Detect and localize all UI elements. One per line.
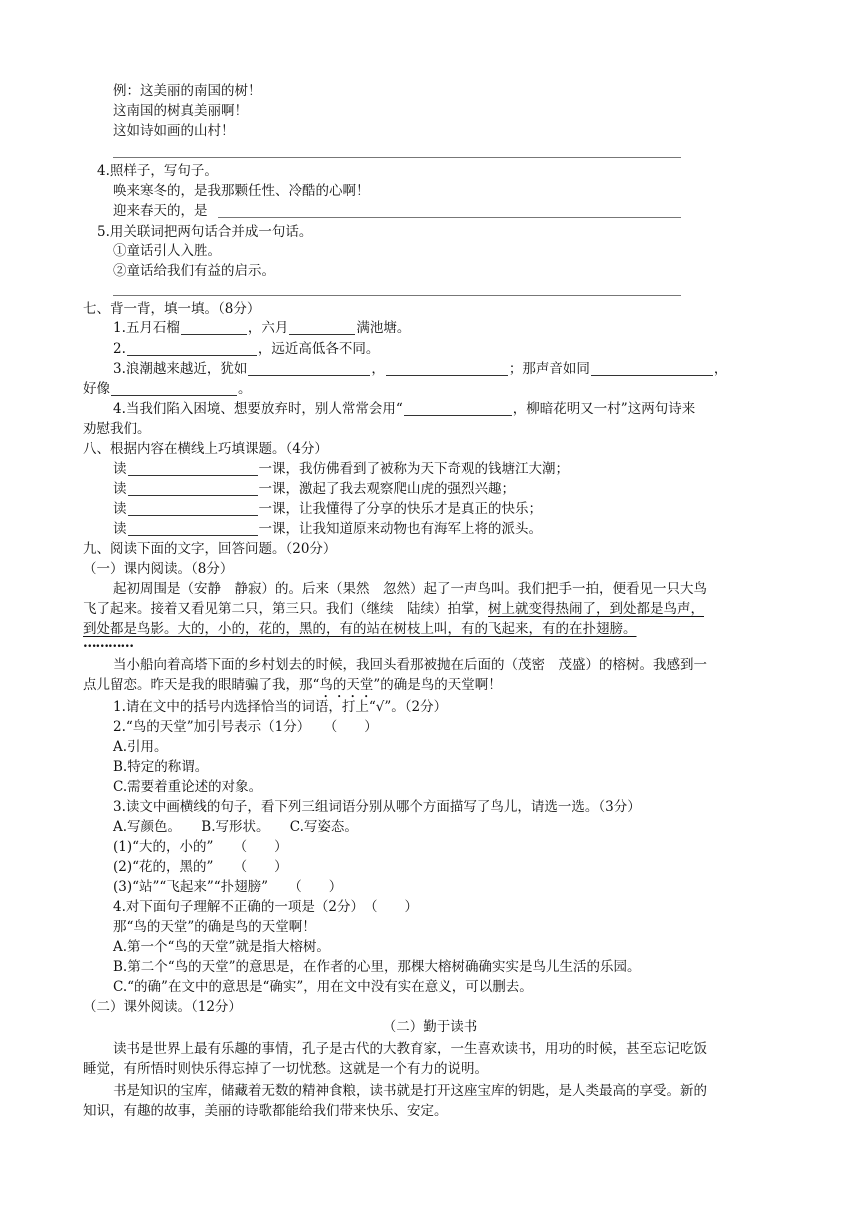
text: ，柳暗花明又一村”这两句诗来 bbox=[512, 401, 696, 417]
question-3-item: (1)“大的，小的” （ ） bbox=[113, 839, 288, 855]
passage-1-line: 起初周围是（安静 静寂）的。后来（果然 忽然）起了一声鸟叫。我们把手一拍，便看见一只大鸟 bbox=[113, 581, 707, 597]
text: 读 bbox=[113, 501, 127, 517]
text: 。 bbox=[238, 381, 252, 397]
option-a: A.第一个“鸟的天堂”就是指大榕树。 bbox=[113, 939, 330, 955]
section-9-title: 九、阅读下面的文字，回答问题。（20分） bbox=[83, 541, 337, 557]
text: 一课，让我懂得了分享的快乐才是真正的快乐； bbox=[258, 501, 542, 517]
q5-sentence-2: ②童话给我们有益的启示。 bbox=[113, 263, 275, 279]
text: 2. bbox=[113, 341, 126, 357]
blank[interactable] bbox=[181, 320, 247, 335]
option-b: B.特定的称谓。 bbox=[113, 759, 209, 775]
text: 满池塘。 bbox=[356, 320, 411, 336]
question-3: 3.读文中画横线的句子，看下列三组词语分别从哪个方面描写了鸟儿，请选一选。（3分） bbox=[113, 799, 641, 815]
q4-prompt: 迎来春天的，是 bbox=[113, 203, 208, 219]
part-1-title: （一）课内阅读。（8分） bbox=[83, 561, 234, 577]
option-b: B.第二个“鸟的天堂”的意思是，在作者的心里，那棵大榕树确确实实是鸟儿生活的乐园。 bbox=[113, 959, 641, 975]
s7-line-1 bbox=[113, 318, 410, 338]
text: 一课，让我知道原来动物也有海军上将的派头。 bbox=[258, 521, 542, 537]
passage-line: 读书是世界上最有乐趣的事情，孔子是古代的大教育家，一生喜欢读书，用功的时候，甚至忘记吃饭 bbox=[113, 1041, 707, 1057]
blank[interactable] bbox=[127, 341, 257, 356]
question-4: 4.对下面句子理解不正确的一项是（2分） （ ） bbox=[113, 899, 418, 915]
blank[interactable] bbox=[128, 521, 258, 536]
text: 一课，激起了我去观察爬山虎的强烈兴趣； bbox=[258, 481, 515, 497]
question-2: 2.“鸟的天堂”加引号表示（1分） （ ） bbox=[113, 719, 378, 735]
q4-title: 4.照样子，写句子。 bbox=[97, 163, 218, 179]
blank[interactable] bbox=[128, 481, 258, 496]
text: 4.当我们陷入困境、想要放弃时，别人常常会用“ bbox=[113, 401, 403, 417]
q5-title: 5.用关联词把两句话合并成一句话。 bbox=[97, 224, 313, 240]
text: ， bbox=[713, 361, 728, 377]
text: 一课，我仿佛看到了被称为天下奇观的钱塘江大潮； bbox=[258, 461, 569, 477]
blank[interactable] bbox=[128, 501, 258, 516]
passage-1-line bbox=[83, 619, 637, 639]
blank[interactable] bbox=[386, 361, 508, 376]
text: 读 bbox=[113, 521, 127, 537]
option-a: A.引用。 bbox=[113, 739, 168, 755]
passage-line: 睡觉，有所悟时则快乐得忘掉了一切忧愁。这就是一个有力的说明。 bbox=[83, 1061, 488, 1077]
example-answer: 这南国的树真美丽啊！ bbox=[113, 103, 248, 119]
answer-line[interactable] bbox=[113, 295, 681, 296]
passage-1-line bbox=[83, 599, 704, 619]
underlined-sentence: 到处都是鸟影。大的，小的，花的，黑的，有的站在树枝上叫，有的飞起来，有的在扑翅膀。 bbox=[83, 621, 637, 637]
part-2-title: （二）课外阅读。（12分） bbox=[83, 999, 242, 1015]
q5-sentence-1: ①童话引人入胜。 bbox=[113, 243, 221, 259]
blank[interactable] bbox=[111, 381, 237, 396]
text: ”的确是鸟的天堂啊！ bbox=[373, 677, 502, 693]
text: 点儿留恋。昨天是我的眼睛骗了我，那“ bbox=[83, 677, 320, 693]
question-4-sentence: 那“鸟的天堂”的确是鸟的天堂啊！ bbox=[113, 919, 316, 935]
answer-line[interactable] bbox=[218, 217, 681, 218]
s7-line-3b bbox=[83, 379, 252, 399]
s7-line-4 bbox=[113, 399, 695, 419]
text: 读 bbox=[113, 461, 127, 477]
question-3-item: (2)“花的，黑的” （ ） bbox=[113, 859, 288, 875]
s7-line-2 bbox=[113, 339, 379, 359]
blank[interactable] bbox=[248, 361, 370, 376]
blank[interactable] bbox=[591, 361, 713, 376]
text: 好像 bbox=[83, 381, 110, 397]
s8-row-3 bbox=[113, 499, 542, 519]
blank[interactable] bbox=[404, 401, 512, 416]
passage-line: 知识，有趣的故事，美丽的诗歌都能给我们带来快乐、安定。 bbox=[83, 1103, 448, 1119]
example-sentence: 例：这美丽的南国的树！ bbox=[113, 83, 262, 99]
s7-line-4b: 劝慰我们。 bbox=[83, 421, 151, 437]
blank[interactable] bbox=[128, 461, 258, 476]
passage-line: 书是知识的宝库，储藏着无数的精神食粮，读书就是打开这座宝库的钥匙，是人类最高的享受。新的 bbox=[113, 1083, 707, 1099]
task-sentence: 这如诗如画的山村！ bbox=[113, 123, 235, 139]
q4-example: 唤来寒冬的，是我那颗任性、冷酷的心啊！ bbox=[113, 183, 370, 199]
blank[interactable] bbox=[289, 320, 355, 335]
question-3-options: A.写颜色。 B.写形状。 C.写姿态。 bbox=[113, 819, 358, 835]
underlined-sentence: 树上就变得热闹了，到处都是鸟声， bbox=[488, 601, 704, 617]
s8-row-4 bbox=[113, 519, 542, 539]
option-c: C.“的确”在文中的意思是“确实”，用在文中没有实在意义，可以删去。 bbox=[113, 979, 533, 995]
text: 3.浪潮越来越近，犹如 bbox=[113, 361, 248, 377]
section-8-title: 八、根据内容在横线上巧填课题。（4分） bbox=[83, 441, 328, 457]
text: ，六月 bbox=[247, 320, 289, 336]
passage-2-line: 当小船向着高塔下面的乡村划去的时候，我回头看那被抛在后面的（茂密 茂盛）的榕树。我感到一 bbox=[113, 657, 707, 673]
text: ， bbox=[371, 361, 385, 377]
passage-title: （二）勤于读书 bbox=[382, 1019, 478, 1035]
text: 读 bbox=[113, 481, 127, 497]
emphasized-phrase: 鸟的天堂 bbox=[319, 677, 374, 693]
s8-row-1 bbox=[113, 459, 569, 479]
ellipsis: ………… bbox=[83, 635, 133, 651]
text: ；那声音如同 bbox=[508, 361, 590, 377]
section-7-title: 七、背一背，填一填。（8分） bbox=[83, 301, 261, 317]
s8-row-2 bbox=[113, 479, 515, 499]
text: ，远近高低各不同。 bbox=[257, 341, 380, 357]
text: 飞了起来。接着又看见第二只，第三只。我们（继续 陆续）拍掌， bbox=[83, 601, 488, 617]
text: 1.五月石榴 bbox=[113, 320, 180, 336]
question-3-item: (3)“站”“飞起来”“扑翅膀” （ ） bbox=[113, 879, 343, 895]
answer-line[interactable] bbox=[113, 157, 681, 158]
option-c: C.需要着重论述的对象。 bbox=[113, 779, 263, 795]
question-1: 1.请在文中的括号内选择恰当的词语，打上“√”。（2分） bbox=[113, 699, 448, 715]
s7-line-3 bbox=[113, 359, 727, 379]
